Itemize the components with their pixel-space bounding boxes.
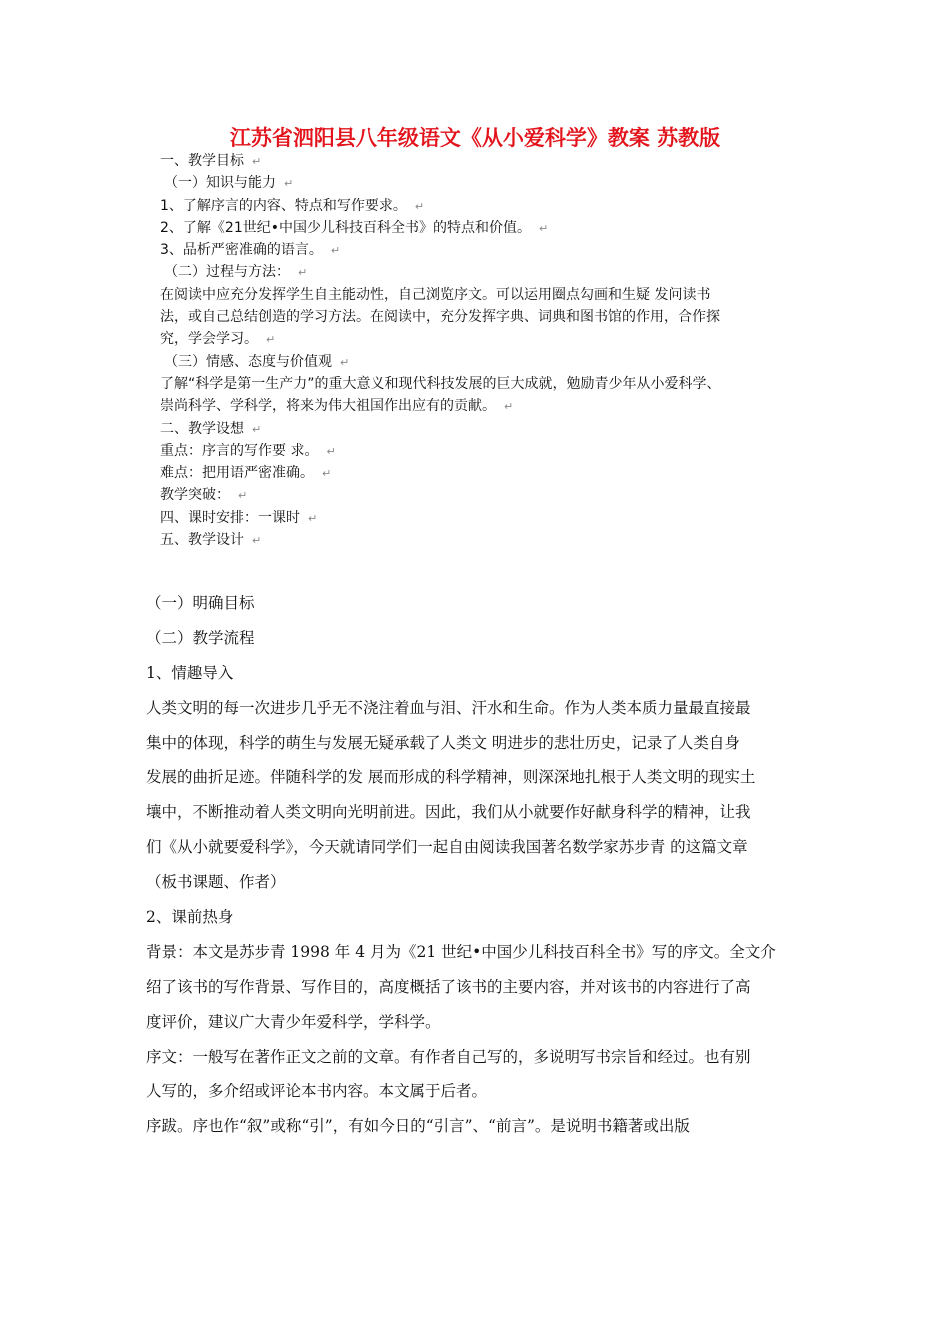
outline-line-text: 一、教学目标 — [160, 153, 244, 169]
outline-line-text: 究，学会学习。 — [160, 331, 258, 348]
lesson-body — [146, 586, 808, 1144]
paragraph-mark-icon: ↵ — [308, 511, 318, 525]
outline-line-text: 难点：把用语严密准确。 — [160, 465, 314, 482]
outline-line — [160, 172, 800, 194]
body-line: 2、课前热身 — [146, 908, 234, 927]
outline-line — [160, 195, 800, 217]
body-line: 人写的，多介绍或评论本书内容。本文属于后者。 — [146, 1082, 488, 1101]
outline-line — [160, 261, 800, 283]
paragraph-mark-icon: ↵ — [252, 534, 262, 548]
outline-line — [160, 328, 800, 350]
outline-line-text: 在阅读中应充分发挥学生自主能动性，自己浏览序文。可以运用圈点勾画和生疑 发问读书 — [160, 286, 711, 303]
paragraph-mark-icon: ↵ — [284, 177, 294, 191]
outline-line — [160, 217, 800, 239]
paragraph-mark-icon: ↵ — [326, 444, 336, 458]
outline-line-text: 五、教学设计 — [160, 532, 244, 549]
outline-line-text: （三）情感、态度与价值观 — [164, 353, 332, 370]
paragraph-mark-icon: ↵ — [414, 199, 425, 213]
outline-line-text: （一）知识与能力 — [164, 175, 276, 192]
body-line: （二）教学流程 — [146, 628, 255, 647]
outline-line-text: 四、课时安排：一课时 — [160, 509, 300, 526]
outline-line-text: 3、品析严密准确的语言。 — [160, 242, 323, 259]
outline-line — [160, 239, 800, 261]
outline-line — [160, 351, 800, 373]
paragraph-mark-icon: ↵ — [266, 333, 276, 347]
outline-line-text: 崇尚科学、学科学，将来为伟大祖国作出应有的贡献。 — [160, 398, 496, 415]
paragraph-mark-icon: ↵ — [252, 155, 262, 168]
outline-line — [160, 529, 800, 551]
body-line: （板书课题、作者） — [146, 873, 286, 892]
outline-line — [160, 284, 800, 306]
outline-line-text: 2、了解《21世纪•中国少儿科技百科全书》的特点和价值。 — [160, 219, 531, 236]
body-line: 度评价，建议广大青少年爱科学，学科学。 — [146, 1012, 441, 1031]
outline-line — [160, 395, 800, 417]
outline-line — [160, 306, 800, 328]
outline-line-text: 了解“科学是第一生产力”的重大意义和现代科技发展的巨大成就，勉励青少年从小爱科学、 — [160, 375, 721, 392]
outline-line-text: 重点：序言的写作要 求。 — [160, 442, 319, 459]
paragraph-mark-icon: ↵ — [252, 422, 262, 436]
outline-line-text: 法，或自己总结创造的学习方法。在阅读中，充分发挥字典、词典和图书馆的作用，合作探 — [160, 309, 720, 326]
outline-line-text: 二、教学设想 — [160, 420, 244, 437]
paragraph-mark-icon: ↵ — [330, 244, 341, 258]
body-line: 发展的曲折足迹。伴随科学的发 展而形成的科学精神，则深深地扎根于人类文明的现实土 — [146, 768, 756, 787]
outline-line — [160, 150, 800, 172]
document-title: 江苏省泗阳县八年级语文《从小爱科学》教案 苏教版 — [229, 125, 721, 150]
paragraph-mark-icon: ↵ — [322, 467, 332, 481]
body-line: 背景：本文是苏步青 1998 年 4 月为《21 世纪•中国少儿科技百科全书》写的序文。全文介 — [146, 942, 776, 961]
outline-line — [160, 507, 800, 529]
outline-line — [160, 373, 800, 395]
body-line: 集中的体现，科学的萌生与发展无疑承载了人类文 明进步的悲壮历史，记录了人类自身 — [146, 733, 740, 752]
outline-line — [160, 440, 800, 462]
paragraph-mark-icon: ↵ — [298, 266, 308, 280]
body-line: （一）明确目标 — [146, 594, 255, 612]
paragraph-mark-icon: ↵ — [504, 400, 514, 414]
outline-line-text: （二）过程与方法： — [164, 264, 290, 281]
outline-line — [160, 418, 800, 440]
body-line: 绍了该书的写作背景、写作目的，高度概括了该书的主要内容，并对该书的内容进行了高 — [146, 977, 751, 996]
outline-line — [160, 462, 800, 484]
outline-line — [160, 484, 800, 506]
paragraph-mark-icon: ↵ — [340, 355, 350, 369]
outline-line-text: 教学突破： — [160, 487, 230, 504]
body-line: 壤中，不断推动着人类文明向光明前进。因此，我们从小就要作好献身科学的精神，让我 — [146, 803, 751, 822]
body-line: 们《从小就要爱科学》，今天就请同学们一起自由阅读我国著名数学家苏步青 的这篇文章 — [146, 838, 748, 857]
body-line: 1、情趣导入 — [146, 663, 234, 682]
body-line: 序跋。序也作“叙”或称“引”，有如今日的“引言”、“前言”。是说明书籍著或出版 — [146, 1117, 690, 1136]
body-line: 序文：一般写在著作正文之前的文章。有作者自己写的，多说明写书宗旨和经过。也有别 — [146, 1047, 751, 1066]
outline-line-text: 1、了解序言的内容、特点和写作要求。 — [160, 197, 407, 214]
lesson-outline — [160, 150, 800, 551]
body-line: 人类文明的每一次进步几乎无不浇注着血与泪、汗水和生命。作为人类本质力量最直接最 — [146, 698, 751, 717]
paragraph-mark-icon: ↵ — [238, 489, 248, 503]
paragraph-mark-icon: ↵ — [538, 221, 549, 235]
